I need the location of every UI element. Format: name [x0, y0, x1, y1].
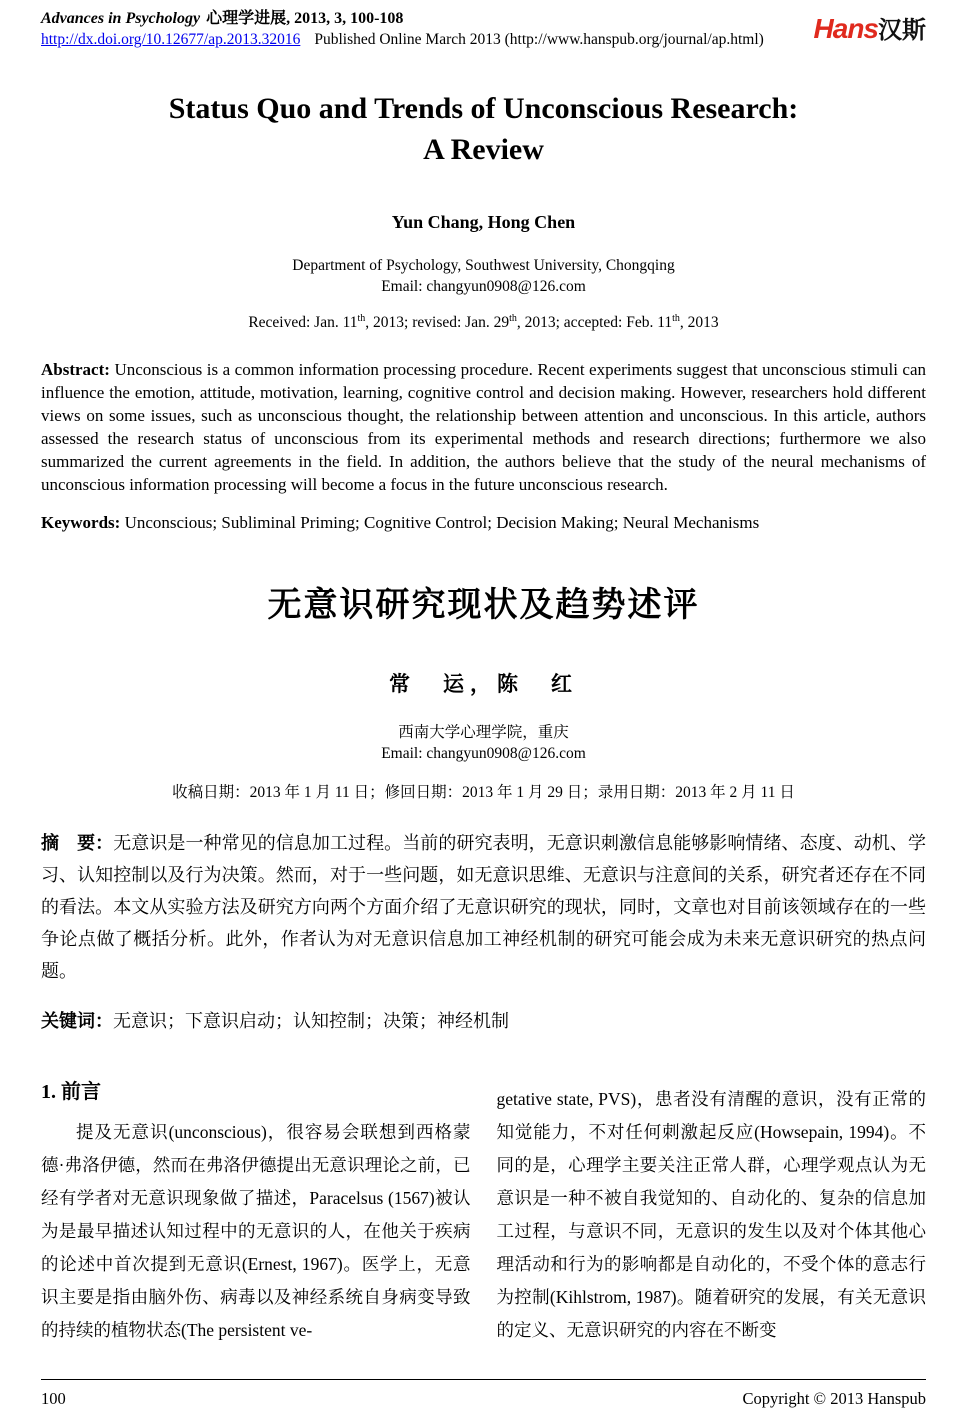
received-part: , 2013 — [679, 314, 719, 332]
hans-logo — [814, 10, 926, 45]
keywords — [41, 513, 926, 533]
column-right — [497, 1075, 927, 1347]
keywords-text: Unconscious; Subliminal Priming; Cognitive Control; Decision Making; Neural Mechanisms — [124, 513, 760, 533]
cn-received-line: 收稿日期：2013 年 1 月 11 日；修回日期：2013 年 1 月 29 日；录用日期：2013 年 2 月 11 日 — [172, 784, 795, 802]
cn-keywords-label: 关键词： — [41, 1011, 113, 1032]
cn-abstract-text: 无意识是一种常见的信息加工过程。当前的研究表明，无意识刺激信息能够影响情绪、态度、动机、学习、认知控制以及行为决策。然而，对于一些问题，如无意识思维、无意识与注意间的关系，研究者还存在不同的看法。本文从实验方法及研究方向两个方面介绍了无意识研究的现状，同时，文章也对目前该领域存在的一些争论点做了概括分析。此外，作者认为对无意识信息加工神经机制的研究可能会成为未来无意识研究的热点问题。 — [41, 833, 926, 982]
cn-keywords — [41, 1007, 926, 1033]
copyright: Copyright © 2013 Hanspub — [742, 1389, 926, 1408]
journal-line — [41, 8, 764, 29]
body-columns — [41, 1075, 926, 1347]
body-paragraph-left: 提及无意识(unconscious)，很容易会联想到西格蒙德·弗洛伊德，然而在弗洛伊德提出无意识理论之前，已经有学者对无意识现象做了描述，Paracelsus (1567)被认为是最早描述认知过程中的无意识的人，在他关于疾病的论述中首次提到无意识(Ernest, 1967)。医学上，无意识主要是指由脑外伤、病毒以及神经系统自身病变导致的持续的植物状态(The persistent ve- — [41, 1122, 471, 1341]
section-heading: 1. 前言 — [41, 1081, 101, 1104]
journal-issue: 心理学进展, 2013, 3, 100-108 — [206, 10, 404, 27]
abstract — [41, 358, 926, 496]
column-left — [41, 1075, 471, 1347]
authors: Yun Chang, Hong Chen — [391, 212, 576, 232]
email: Email: changyun0908@126.com — [381, 278, 586, 295]
published-info: Published Online March 2013 (http://www.hanspub.org/journal/ap.html) — [314, 31, 764, 48]
page-footer — [41, 1379, 926, 1409]
received-superscript: th — [672, 313, 680, 324]
received-line — [41, 313, 926, 332]
abstract-label: Abstract: — [41, 360, 110, 380]
received-superscript: th — [509, 313, 517, 324]
keywords-label: Keywords: — [41, 513, 121, 533]
page-header — [41, 8, 926, 50]
journal-title: Advances in Psychology — [41, 10, 201, 27]
doi-link[interactable]: http://dx.doi.org/10.12677/ap.2013.32016 — [41, 31, 301, 48]
cn-abstract-label: 摘 要： — [41, 833, 114, 854]
cn-title: 无意识研究现状及趋势述评 — [267, 587, 700, 625]
cn-abstract — [41, 827, 926, 987]
article-title-line2: A Review — [423, 133, 544, 166]
doi-line — [41, 29, 764, 50]
received-superscript: th — [357, 313, 366, 324]
hans-logo-cn-text: 汉斯 — [878, 17, 926, 44]
cn-keywords-text: 无意识；下意识启动；认知控制；决策；神经机制 — [113, 1011, 509, 1032]
cn-authors: 常 运，陈 红 — [389, 672, 578, 697]
received-part: Received: Jan. 11 — [248, 314, 358, 332]
article-title — [41, 88, 926, 170]
affiliation: Department of Psychology, Southwest University, Chongqing — [292, 257, 675, 274]
journal-info — [41, 8, 764, 50]
article-title-line1: Status Quo and Trends of Unconscious Research: — [168, 92, 799, 125]
abstract-text: Unconscious is a common information processing procedure. Recent experiments suggest that unconscious stimuli can influence the emotion, attitude, motivation, learning, cognitive control and decision making. However, researchers hold different views on some issues, such as unconscious thought, the relationship between attention and unconscious. In this article, authors assessed the research status of unconscious from its experimental methods and research directions; furthermore we also summarized the current agreements in the field. In addition, the authors believe that the study of the neural mechanisms of unconscious information processing will become a focus in the future unconscious research. — [41, 360, 927, 495]
hans-logo-text: Hans — [813, 13, 878, 44]
cn-affiliation: 西南大学心理学院，重庆 — [398, 724, 569, 742]
body-paragraph-right: getative state, PVS)，患者没有清醒的意识，没有正常的知觉能力，不对任何刺激起反应(Howsepain, 1994)。不同的是，心理学主要关注正常人群，心理学观点认为无意识是一种不被自我觉知的、自动化的、复杂的信息加工过程，与意识不同，无意识的发生以及对个体其他心理活动和行为的影响都是自动化的，不受个体的意志行为控制(Kihlstrom, 1987)。随着研究的发展，有关无意识的定义、无意识研究的内容在不断变 — [496, 1089, 926, 1341]
cn-email: Email: changyun0908@126.com — [381, 745, 586, 763]
received-part: , 2013; revised: Jan. 29 — [365, 314, 510, 332]
page-number: 100 — [41, 1389, 66, 1408]
received-part: , 2013; accepted: Feb. 11 — [516, 314, 673, 332]
